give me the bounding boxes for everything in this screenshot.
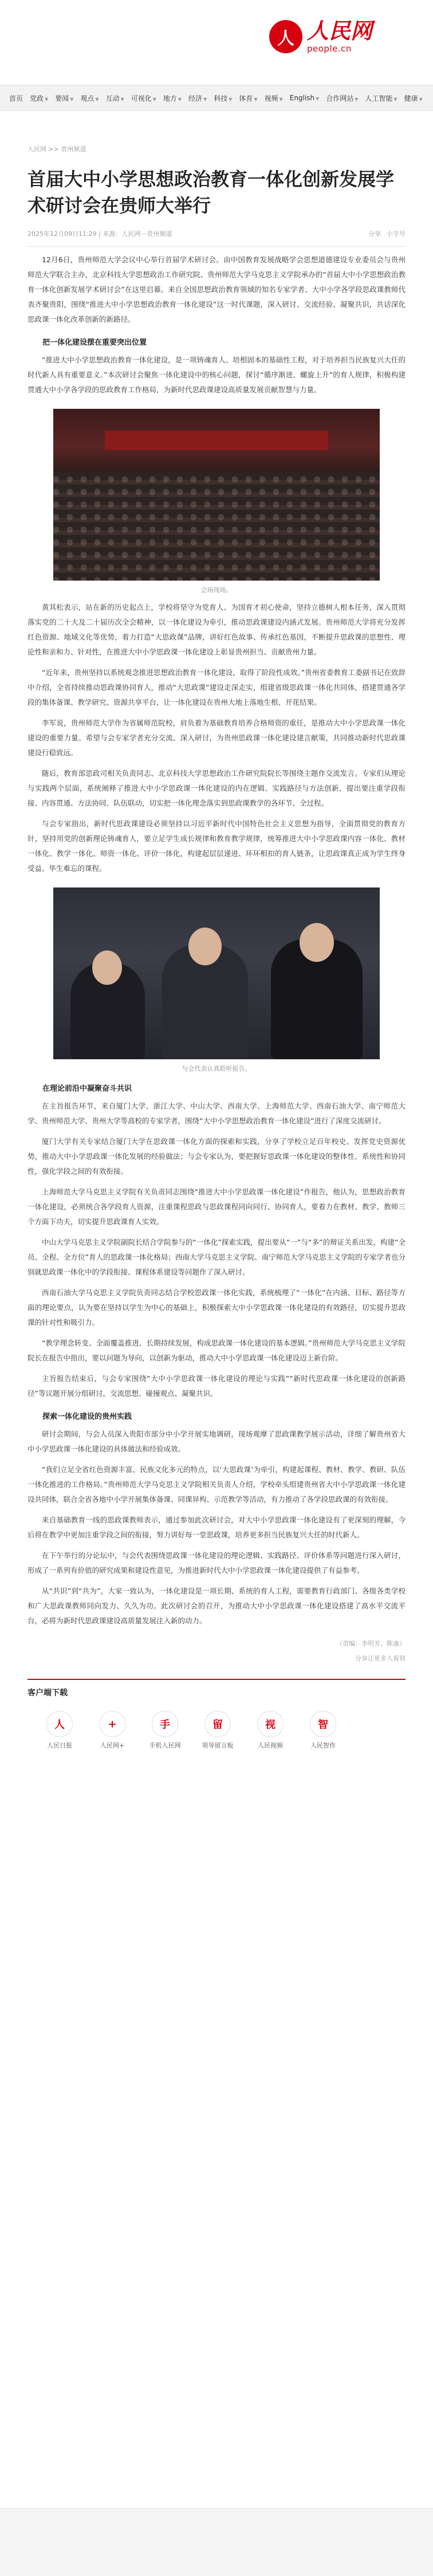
- chevron-down-icon: ▼: [254, 96, 258, 102]
- paragraph: “教学理念转变、全面覆盖推进、长期持续发展，构成思政课一体化建设的基本逻辑。”贵州师范大学马克思主义学院院长在报告中指出，要以问题为导向，以创新为驱动，推动大中小学思政课一体化建设迈上新台阶。: [27, 1339, 406, 1362]
- paragraph: 12月6日，贵州师范大学会议中心举行首届学术研讨会。由中国教育发展战略学会思想道德建设专业委员会与贵州师范大学联合主办，北京科技大学思想政治工作研究院、贵州师范大学马克思主义学院承办的“首届大中小学思想政治教育一体化创新发展学术研讨会”在这里启幕。来自全国思想政治教育领域的知名专家学者、大中小学各学段思政课教师代表齐聚贵阳，围绕“推进大中小学思想政治教育一体化建设”这一时代课题，深入研讨、交流经验、凝聚共识，共话深化思政课一体化改革创新的新路径。: [27, 255, 406, 324]
- nav-item-health[interactable]: 健康 ▼: [404, 94, 423, 102]
- article-date-source: 2025年12月09日11:29 | 来源：人民网－贵州频道: [27, 230, 172, 238]
- chevron-down-icon: ▼: [70, 96, 74, 102]
- chevron-down-icon: ▼: [95, 96, 99, 102]
- chevron-down-icon: ▼: [279, 96, 283, 102]
- logo-cn: 人民网: [307, 18, 373, 44]
- chevron-down-icon: ▼: [229, 96, 233, 102]
- client-download-title: 客户端下载: [27, 1689, 68, 1698]
- chevron-down-icon: ▼: [45, 96, 49, 102]
- audience-photo: [53, 887, 380, 1059]
- message-board-app-icon: 留: [204, 1711, 231, 1737]
- stage-banner: [105, 431, 328, 450]
- paragraph: 中山大学马克思主义学院副院长结合学院参与的“一体化”探索实践，提出要从“一”与“多”的辩证关系出发，构建“全员、全程、全方位”育人的思政课一体化格局；西南大学马克思主义学院、南宁师范大学马克思主义学院的专家学者也分别就思政课一体化中的学段衔接、课程体系建设等问题作了深入研讨。: [27, 1238, 406, 1276]
- nav-item-news[interactable]: 要闻 ▼: [55, 94, 74, 102]
- client-list: [27, 1711, 406, 1750]
- paragraph: 李军说，贵州师范大学作为省属师范院校，肩负着为基础教育培养合格师资的重任，是推动大中小学思政课一体化建设的重要力量。希望与会专家学者充分交流、深入研讨，为贵州思政课一体化建设建言献策，共同推动新时代思政课建设行稳致远。: [27, 719, 406, 757]
- paragraph: 随后，教育部思政司相关负责同志、北京科技大学思想政治工作研究院院长等围绕主题作交流发言。专家们从理论与实践两个层面，系统阐释了推进大中小学思政课一体化建设的内在逻辑、实践路径与方法创新，提出要注重学段衔接、内容贯通、方法协同、队伍联动，切实把一体化理念落实到思政课教学的各环节、全过程。: [27, 769, 406, 807]
- nav-item-party[interactable]: 党政 ▼: [30, 94, 49, 102]
- paragraph: “近年来，贵州坚持以系统观念推进思想政治教育一体化建设，取得了阶段性成效。”贵州省委教育工委副书记在致辞中介绍，全省持续推动思政课协同育人，推动“大思政课”建设走深走实，组建省级思政课一体化共同体，搭建贯通各学段的集体备课、教学研究、资源共享平台，让一体化建设在贵州大地上落地生根、开花结果。: [27, 668, 406, 707]
- paragraph: 上海师范大学马克思主义学院有关负责同志围绕“推进大中小学思政课一体化建设”作报告，他认为，思想政治教育一体化建设，必须统合各学段育人资源，注重课程思政与思政课程同向同行、协同育人，要着力在教材、教学、教师三个方面下功夫，切实提升思政课育人实效。: [27, 1188, 406, 1226]
- page-footer: [0, 2508, 433, 2576]
- section-heading: 把一体化建设摆在重要突出位置: [42, 338, 147, 347]
- chevron-down-icon: ▼: [178, 96, 182, 102]
- chevron-down-icon: ▼: [152, 96, 156, 102]
- nav-item-visual[interactable]: 可视化 ▼: [131, 94, 156, 102]
- paragraph: 厦门大学有关专家结合厦门大学在思政课一体化方面的探索和实践，分享了学校立足百年校史、发挥党史资源优势，推动大中小学思政课一体化发展的经验做法；与会专家认为，要把握好思政课一体化建设的整体性、系统性和协同性，强化学段之间的有效衔接。: [27, 1137, 406, 1175]
- photo-caption: 与会代表认真聆听报告。: [182, 1065, 251, 1072]
- client-item-message-board[interactable]: [197, 1711, 238, 1750]
- client-label: 人民网+: [100, 1742, 125, 1749]
- font-size-toggle[interactable]: 小字号: [387, 230, 406, 238]
- logo-mark-icon: 人: [269, 20, 302, 53]
- client-label: 人民日报: [47, 1742, 72, 1749]
- paragraph: 从“共识”到“共为”，大家一致认为，一体化建设是一项长期、系统的育人工程，需要教育行政部门、各级各类学校和广大思政课教师同向发力、久久为功。此次研讨会的召开，为推动大中小学思政课一体化建设搭建了高水平交流平台，必将为新时代思政课建设高质量发展注入新的动力。: [27, 1587, 406, 1625]
- client-item-people-video[interactable]: [250, 1711, 291, 1750]
- client-item-mobile-people[interactable]: [144, 1711, 186, 1750]
- section-heading: 探索一体化建设的贵州实践: [42, 1413, 132, 1421]
- photo-caption: 会场现场。: [200, 586, 233, 594]
- chevron-down-icon: ▼: [120, 96, 124, 102]
- client-item-peoples-daily[interactable]: [39, 1711, 80, 1750]
- nav-item-tech[interactable]: 科技 ▼: [214, 94, 233, 102]
- people-cn-logo[interactable]: [269, 19, 372, 54]
- client-label: 人民视频: [258, 1742, 283, 1749]
- paragraph: “我们立足全省红色资源丰富、民族文化多元的特点，以‘大思政课’为牵引，构建起课程、教材、教学、教研、队伍一体化推进的工作格局。”贵州师范大学马克思主义学院相关负责人介绍，学校牵头组建贵州省大中小学思政课一体化建设共同体，联合全省各地中小学开展集体备课、同课异构、示范教学等活动，有力推动了各学段思政课的有效衔接。: [27, 1465, 406, 1504]
- main-nav: [0, 85, 433, 111]
- nav-item-interact[interactable]: 互动 ▼: [105, 94, 124, 102]
- client-label: 手机人民网: [149, 1742, 181, 1749]
- mobile-people-app-icon: 手: [152, 1711, 178, 1737]
- client-item-people-zhizuo[interactable]: [302, 1711, 344, 1750]
- chevron-down-icon: ▼: [316, 96, 320, 101]
- paragraph: 研讨会期间，与会人员深入贵阳市部分中小学开展实地调研，现场观摩了思政课教学展示活动，详细了解贵州省大中小学思政课一体化建设的具体做法和经验成效。: [27, 1430, 406, 1453]
- paragraph: 黄其松表示，站在新的历史起点上，学校将坚守为党育人、为国育才初心使命，坚持立德树人根本任务，深入贯彻落实党的二十大及二十届历次全会精神，以一体化建设为牵引，推动思政课建设内涵式发展。贵州师范大学将充分发挥红色资源、地域文化等优势，着力打造“大思政课”品牌，讲好红色故事、传承红色基因，不断提升思政课的思想性、理论性和亲和力、针对性，在推进大中小学思政课一体化建设上彰显贵州担当、贡献贵州力量。: [27, 603, 406, 656]
- chevron-down-icon: ▼: [419, 96, 423, 102]
- audience-rows: [53, 472, 380, 581]
- attendee-head: [92, 950, 122, 985]
- paragraph: 在主旨报告环节，来自厦门大学、浙江大学、中山大学、西南大学、上海师范大学、西南石油大学、南宁师范大学、贵州师范大学、贵州大学等高校的专家学者，围绕“大中小学思想政治教育一体化建设”进行了深度交流研讨。: [27, 1102, 406, 1125]
- nav-item-partners[interactable]: 合作网站 ▼: [326, 94, 359, 102]
- share-icon[interactable]: 分享: [368, 230, 381, 238]
- article-meta: [27, 229, 406, 247]
- client-label: 领导留言板: [202, 1742, 234, 1749]
- nav-item-ai[interactable]: 人工智能 ▼: [365, 94, 397, 102]
- article-tools: [368, 229, 406, 238]
- client-item-people-plus[interactable]: [92, 1711, 133, 1750]
- peoples-daily-app-icon: 人: [46, 1711, 73, 1737]
- paragraph: 来自基础教育一线的思政课教师表示，通过参加此次研讨会，对大中小学思政课一体化建设有了更深刻的理解，今后将在教学中更加注重学段之间的衔接，努力讲好每一堂思政课，培养更多担当民族复兴大任的时代新人。: [27, 1516, 406, 1539]
- article-title: 首届大中小学思想政治教育一体化创新发展学术研讨会在贵师大举行: [27, 168, 395, 216]
- client-download-section: [27, 1679, 406, 1750]
- people-plus-app-icon: +: [99, 1711, 125, 1737]
- conference-hall-photo: [53, 409, 380, 581]
- client-label: 人民智作: [310, 1742, 336, 1749]
- editor-credit: （责编：李明芳、陈康）: [336, 1640, 406, 1647]
- nav-item-english[interactable]: English ▼: [289, 94, 320, 102]
- paragraph: 在下午举行的分论坛中，与会代表围绕思政课一体化建设的理论逻辑、实践路径、评价体系等问题进行深入研讨，形成了一系列有价值的研究成果和建设性意见，为推进新时代大中小学思政课一体化建设提供了有益参考。: [27, 1551, 406, 1575]
- article: [0, 166, 433, 1663]
- nav-item-sports[interactable]: 体育 ▼: [239, 94, 258, 102]
- nav-item-opinion[interactable]: 观点 ▼: [80, 94, 99, 102]
- nav-item-home[interactable]: 首页: [9, 94, 23, 102]
- page-header: [0, 0, 433, 85]
- attendee-head: [188, 928, 222, 965]
- logo-en: people.cn: [307, 44, 352, 54]
- paragraph: “推进大中小学思想政治教育一体化建设，是一项铸魂育人、培根固本的基础性工程，对于培养担当民族复兴大任的时代新人具有重要意义。”本次研讨会聚焦一体化建设中的核心问题，探讨“循序渐进、螺旋上升”的育人规律，积极构建贯通大中小学各学段的思政教育工作格局，为新时代思政课建设高质量发展贡献智慧与力量。: [27, 356, 406, 394]
- breadcrumb[interactable]: 人民网 >> 贵州频道: [27, 145, 86, 153]
- logo-text: [307, 19, 372, 54]
- section-heading: 在理论前沿中凝聚奋斗共识: [42, 1084, 132, 1093]
- paragraph: 西南石油大学马克思主义学院负责同志结合学校思政课一体化实践，系统梳理了“一体化”在内涵、目标、路径等方面的理论要点，认为要在坚持以学生为中心的基础上，积极探索大中小学思政课一体化建设的有效路径，切实提升思政课的针对性和吸引力。: [27, 1288, 406, 1327]
- attendee-head: [300, 923, 334, 962]
- people-video-app-icon: 视: [257, 1711, 284, 1737]
- nav-item-economy[interactable]: 经济 ▼: [188, 94, 207, 102]
- share-link[interactable]: 分享让更多人看到: [355, 1655, 406, 1662]
- people-zhizuo-app-icon: 智: [310, 1711, 336, 1737]
- chevron-down-icon: ▼: [393, 96, 397, 102]
- paragraph: 与会专家指出，新时代思政课建设必须坚持以习近平新时代中国特色社会主义思想为指导，全面贯彻党的教育方针，坚持用党的创新理论铸魂育人，要立足学生成长规律和教育教学规律，统筹推进大中小学思政课内容一体化、教材一体化、教学一体化、师资一体化、评价一体化，构建起层层递进、环环相扣的育人链条，让思政课真正成为学生终身受益、毕生难忘的课程。: [27, 819, 406, 873]
- chevron-down-icon: ▼: [355, 96, 359, 102]
- nav-item-video[interactable]: 视频 ▼: [264, 94, 283, 102]
- paragraph: 主旨报告结束后，与会专家围绕“大中小学思政课一体化建设的理论与实践”“新时代思政课一体化建设的创新路径”等议题开展分组研讨，交流思想、碰撞观点、凝聚共识。: [27, 1374, 406, 1398]
- nav-item-local[interactable]: 地方 ▼: [163, 94, 182, 102]
- chevron-down-icon: ▼: [203, 96, 207, 102]
